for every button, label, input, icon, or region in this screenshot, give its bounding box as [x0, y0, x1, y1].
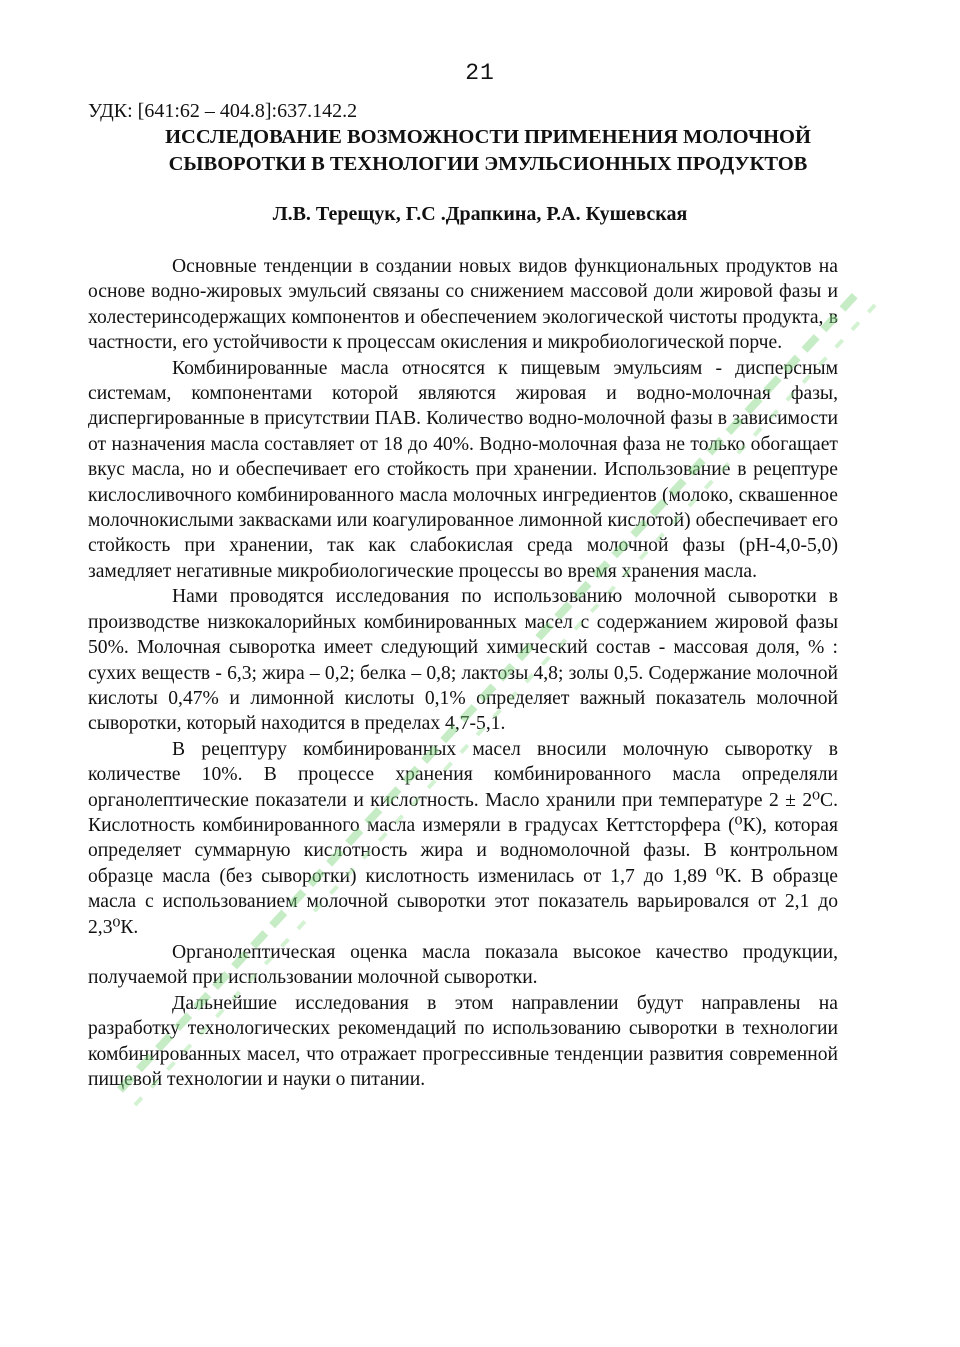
udk-code: УДК: [641:62 – 404.8]:637.142.2 [88, 100, 358, 122]
paragraph: Нами проводятся исследования по использованию молочной сыворотки в производстве низкокалорийных комбинированных масел с содержанием жировой фазы 50%. Молочная сыворотка имеет следующий химический состав - массовая доля, % : сухих веществ - 6,3; жира – 0,2; белка – 0,8; лактозы 4,8; золы 0,5. Содержание молочной кислоты 0,47% и лимонной кислоты 0,1% определяет важный показатель молочной сыворотки, который находится в пределах 4,7-5,1. [88, 586, 838, 735]
title-line: ИССЛЕДОВАНИЕ ВОЗМОЖНОСТИ ПРИМЕНЕНИЯ МОЛОЧНОЙ [165, 126, 811, 148]
paragraph: Дальнейшие исследования в этом направлении будут направлены на разработку технологических рекомендаций по использованию сыворотки в технологии комбинированных масел, что отражает прогрессивные тенденции развития современной пищевой технологии и науки о питании. [88, 992, 838, 1090]
article-body [88, 254, 838, 1092]
title-line: СЫВОРОТКИ В ТЕХНОЛОГИИ ЭМУЛЬСИОННЫХ ПРОДУКТОВ [168, 153, 808, 175]
paragraph: Основные тенденции в создании новых видов функциональных продуктов на основе водно-жировых эмульсий связаны со снижением массовой доли жировой фазы и холестеринсодержащих компонентов и обеспечением экологической чистоты продукта, в частности, его устойчивости к процессам окисления и микробиологической порче. [88, 256, 838, 354]
page-number: 21 [465, 60, 495, 86]
article-title [88, 124, 888, 178]
authors-line: Л.В. Терещук, Г.С .Драпкина, Р.А. Кушевская [272, 203, 688, 225]
paragraph: В рецептуру комбинированных масел вносили молочную сыворотку в количестве 10%. В процессе хранения комбинированного масла определяли органолептические показатели и кислотность. Масло хранили при температуре 2 ± 2⁰С. Кислотность комбинированного масла измеряли в градусах Кеттсторфера (⁰К), которая определяет суммарную кислотность жира и водномолочной фазы. В контрольном образце масла (без сыворотки) кислотность изменилась от 1,7 до 1,89 ⁰К. В образце масла с использованием молочной сыворотки этот показатель варьировался от 2,1 до 2,3⁰К. [88, 738, 838, 938]
paragraph: Органолептическая оценка масла показала высокое качество продукции, получаемой при использовании молочной сыворотки. [88, 941, 838, 989]
paragraph: Комбинированные масла относятся к пищевым эмульсиям - дисперсным системам, компонентами которой являются жировая и водно-молочная фазы, диспергированные в присутствии ПАВ. Количество водно-молочной фазы в зависимости от назначения масла составляет от 18 до 40%. Водно-молочная фаза не только обогащает вкус масла, но и обеспечивает его стойкость при хранении. Использование в рецептуре кислосливочного комбинированного масла молочных ингредиентов (молоко, сквашенное молочнокислыми заквасками или коагулированное лимонной кислотой) обеспечивает его стойкость при хранении, так как слабокислая среда молочной фазы (pH-4,0-5,0) замедляет негативные микробиологические процессы во время хранения масла. [88, 357, 838, 582]
